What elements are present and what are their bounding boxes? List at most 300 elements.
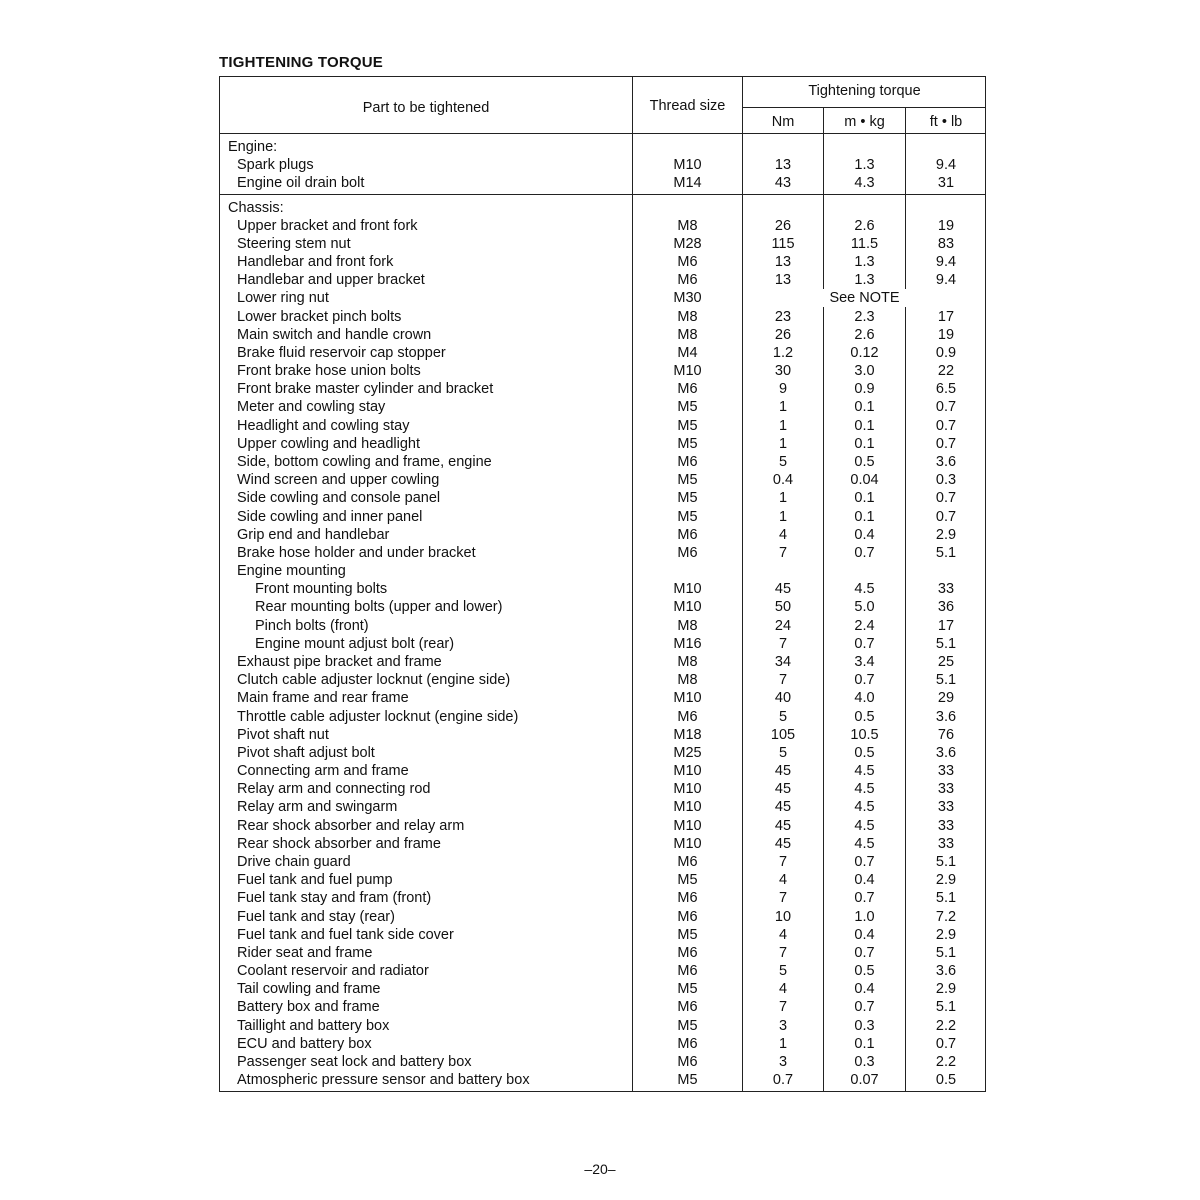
torque-ftlb: 5.1 — [935, 672, 957, 689]
thread-size: M5 — [677, 435, 698, 452]
torque-mkg: 4.0 — [854, 690, 875, 707]
thread-size: M5 — [677, 490, 698, 507]
thread-size: M14 — [673, 174, 702, 191]
part-name: Handlebar and front fork — [237, 254, 394, 271]
table-row — [220, 235, 987, 253]
divider — [220, 133, 986, 134]
part-name: Throttle cable adjuster locknut (engine side) — [237, 708, 519, 725]
torque-mkg: 3.4 — [854, 654, 875, 670]
table-row — [220, 744, 987, 762]
table-row — [220, 780, 987, 798]
torque-mkg: 0.5 — [854, 708, 875, 725]
thread-size: M6 — [677, 853, 698, 870]
torque-ftlb: 33 — [937, 817, 955, 834]
torque-mkg: 0.1 — [854, 417, 875, 434]
torque-ftlb: 0.7 — [935, 399, 957, 416]
torque-mkg: 4.5 — [854, 581, 875, 598]
torque-ftlb: 0.7 — [935, 508, 957, 525]
table-row — [220, 156, 987, 174]
table-row — [220, 1053, 987, 1071]
part-name: Taillight and battery box — [237, 1017, 390, 1034]
thread-size: M6 — [677, 272, 698, 289]
torque-mkg: 0.3 — [854, 1017, 875, 1034]
torque-mkg: 0.4 — [854, 926, 875, 943]
table-row — [220, 908, 987, 926]
torque-ftlb: 76 — [937, 726, 955, 743]
torque-mkg: 0.7 — [854, 853, 875, 870]
table-row — [220, 508, 987, 526]
torque-mkg: 0.7 — [854, 999, 875, 1016]
part-name: Brake hose holder and under bracket — [237, 544, 476, 561]
torque-mkg: 1.3 — [854, 156, 875, 173]
torque-ftlb: 5.1 — [935, 544, 957, 561]
thread-size: M6 — [677, 908, 698, 925]
header-part: Part to be tightened — [362, 100, 490, 116]
thread-size: M8 — [677, 308, 698, 325]
part-name: Front mounting bolts — [255, 581, 388, 598]
torque-ftlb: 9.4 — [935, 272, 957, 289]
thread-size: M10 — [673, 781, 702, 798]
thread-size: M8 — [677, 672, 698, 689]
torque-mkg: 0.5 — [854, 454, 875, 471]
torque-nm: 13 — [774, 272, 792, 289]
torque-mkg: 0.1 — [854, 435, 875, 452]
part-name: Drive chain guard — [237, 853, 351, 870]
torque-nm: 7 — [778, 635, 788, 652]
part-name: Atmospheric pressure sensor and battery box — [237, 1072, 530, 1089]
thread-size: M6 — [677, 381, 698, 398]
torque-mkg: 2.3 — [854, 308, 875, 325]
torque-ftlb: 83 — [937, 235, 955, 252]
part-name: Rear mounting bolts (upper and lower) — [255, 599, 503, 616]
torque-mkg: 0.9 — [854, 381, 875, 398]
thread-size: M5 — [677, 1017, 698, 1034]
part-name: Side cowling and console panel — [237, 490, 441, 507]
thread-size: M10 — [673, 817, 702, 834]
torque-nm: 5 — [778, 744, 788, 761]
torque-mkg: 0.7 — [854, 944, 875, 961]
torque-ftlb: 9.4 — [935, 156, 957, 173]
table-row — [220, 726, 987, 744]
torque-ftlb: 33 — [937, 835, 955, 852]
torque-ftlb: 36 — [937, 599, 955, 616]
part-name: Grip end and handlebar — [237, 526, 390, 543]
thread-size: M5 — [677, 508, 698, 525]
part-name: Fuel tank and fuel tank side cover — [237, 926, 454, 943]
torque-ftlb: 31 — [937, 174, 955, 191]
table-row — [220, 998, 987, 1016]
part-name: Upper bracket and front fork — [237, 217, 418, 234]
divider — [220, 194, 986, 195]
torque-ftlb: 0.7 — [935, 417, 957, 434]
section-heading: Engine: — [228, 138, 278, 155]
torque-mkg: 4.5 — [854, 835, 875, 852]
table-row — [220, 889, 987, 907]
thread-size: M6 — [677, 544, 698, 561]
part-name: Pinch bolts (front) — [255, 617, 369, 634]
torque-mkg: 1.0 — [854, 908, 875, 925]
table-row — [220, 653, 987, 671]
torque-nm: 45 — [774, 581, 792, 598]
header-ftlb: ft • lb — [929, 114, 963, 130]
table-row — [220, 1035, 987, 1053]
torque-mkg: 0.12 — [850, 344, 879, 361]
torque-mkg: 1.3 — [854, 272, 875, 289]
part-name: Rear shock absorber and relay arm — [237, 817, 465, 834]
torque-mkg: 0.1 — [854, 490, 875, 507]
part-name: Rider seat and frame — [237, 944, 373, 961]
part-name: Side, bottom cowling and frame, engine — [237, 454, 492, 471]
part-name: ECU and battery box — [237, 1035, 372, 1052]
part-name: Spark plugs — [237, 156, 314, 173]
part-name: Headlight and cowling stay — [237, 417, 410, 434]
torque-nm: 24 — [774, 617, 792, 634]
torque-mkg: 0.4 — [854, 872, 875, 889]
torque-mkg: 2.4 — [854, 617, 875, 634]
torque-ftlb: 2.9 — [935, 926, 957, 943]
torque-nm: 5 — [778, 708, 788, 725]
table-row — [220, 762, 987, 780]
section-heading-row — [220, 138, 987, 156]
header-thread: Thread size — [649, 98, 726, 114]
table-row — [220, 380, 987, 398]
torque-nm: 4 — [778, 526, 788, 543]
torque-mkg: 0.1 — [854, 1035, 875, 1052]
table-row — [220, 944, 987, 962]
thread-size: M6 — [677, 254, 698, 271]
thread-size: M4 — [677, 344, 698, 361]
torque-ftlb: 0.5 — [935, 1072, 957, 1089]
thread-size: M5 — [677, 417, 698, 434]
torque-ftlb: 5.1 — [935, 999, 957, 1016]
table-row — [220, 635, 987, 653]
torque-mkg: 0.1 — [854, 508, 875, 525]
torque-mkg: 11.5 — [850, 235, 879, 252]
torque-ftlb: 6.5 — [935, 381, 957, 398]
thread-size: M10 — [673, 835, 702, 852]
table-row — [220, 526, 987, 544]
torque-nm: 7 — [778, 944, 788, 961]
torque-ftlb: 19 — [937, 217, 955, 234]
part-name: Front brake master cylinder and bracket — [237, 381, 494, 398]
torque-nm: 4 — [778, 872, 788, 889]
torque-nm: 1 — [778, 1035, 788, 1052]
page-number: –20– — [584, 1161, 616, 1177]
torque-ftlb: 19 — [937, 326, 955, 343]
torque-nm: 45 — [774, 835, 792, 852]
torque-ftlb: 25 — [937, 654, 955, 670]
table-row — [220, 453, 987, 471]
thread-size: M5 — [677, 981, 698, 998]
torque-nm: 45 — [774, 799, 792, 816]
table-row — [220, 962, 987, 980]
torque-nm: 1 — [778, 490, 788, 507]
table-row — [220, 817, 987, 835]
torque-nm: 7 — [778, 672, 788, 689]
table-row — [220, 435, 987, 453]
torque-nm: 50 — [774, 599, 792, 616]
thread-size: M5 — [677, 926, 698, 943]
thread-size: M10 — [673, 690, 702, 707]
table-row — [220, 980, 987, 998]
table-row — [220, 926, 987, 944]
torque-mkg: 0.4 — [854, 526, 875, 543]
torque-nm: 45 — [774, 817, 792, 834]
torque-nm: 1 — [778, 435, 788, 452]
torque-ftlb: 0.7 — [935, 1035, 957, 1052]
torque-mkg: 4.3 — [854, 174, 875, 191]
torque-nm: 1 — [778, 399, 788, 416]
table-row — [220, 562, 987, 580]
table-row — [220, 217, 987, 235]
torque-ftlb: 3.6 — [935, 708, 957, 725]
part-name: Exhaust pipe bracket and frame — [237, 654, 442, 670]
torque-mkg: 0.1 — [854, 399, 875, 416]
part-name: Coolant reservoir and radiator — [237, 963, 429, 980]
torque-ftlb: 2.9 — [935, 872, 957, 889]
table-row — [220, 271, 987, 289]
thread-size: M10 — [673, 599, 702, 616]
table-row — [220, 871, 987, 889]
torque-mkg: 0.07 — [850, 1072, 879, 1089]
torque-ftlb: 2.9 — [935, 526, 957, 543]
table-row — [220, 853, 987, 871]
thread-size: M5 — [677, 399, 698, 416]
part-name: Relay arm and connecting rod — [237, 781, 431, 798]
header-mkg: m • kg — [844, 114, 885, 130]
table-row — [220, 544, 987, 562]
torque-mkg: 0.7 — [854, 635, 875, 652]
torque-nm: 0.7 — [772, 1072, 794, 1089]
torque-ftlb: 0.7 — [935, 490, 957, 507]
part-name: Fuel tank and fuel pump — [237, 872, 393, 889]
torque-ftlb: 3.6 — [935, 454, 957, 471]
table-row — [220, 344, 987, 362]
part-name: Lower bracket pinch bolts — [237, 308, 402, 325]
torque-ftlb: 2.2 — [935, 1053, 957, 1070]
part-name: Tail cowling and frame — [237, 981, 381, 998]
table-row — [220, 1071, 987, 1089]
thread-size: M8 — [677, 654, 698, 670]
table-row — [220, 708, 987, 726]
torque-nm: 1 — [778, 508, 788, 525]
torque-nm: 7 — [778, 853, 788, 870]
thread-size: M6 — [677, 526, 698, 543]
torque-ftlb: 0.9 — [935, 344, 957, 361]
part-name: Connecting arm and frame — [237, 763, 409, 780]
torque-ftlb: 2.9 — [935, 981, 957, 998]
table-row — [220, 689, 987, 707]
thread-size: M6 — [677, 1053, 698, 1070]
torque-mkg: 0.3 — [854, 1053, 875, 1070]
torque-ftlb: 9.4 — [935, 254, 957, 271]
torque-mkg: 1.3 — [854, 254, 875, 271]
thread-size: M16 — [673, 635, 702, 652]
torque-mkg: 0.7 — [854, 890, 875, 907]
thread-size: M6 — [677, 999, 698, 1016]
torque-ftlb: 33 — [937, 581, 955, 598]
thread-size: M28 — [673, 235, 702, 252]
part-name: Engine oil drain bolt — [237, 174, 365, 191]
torque-nm: 13 — [774, 254, 792, 271]
torque-nm: 45 — [774, 763, 792, 780]
section-heading-row — [220, 199, 987, 217]
thread-size: M5 — [677, 472, 698, 489]
part-name: Steering stem nut — [237, 235, 351, 252]
torque-ftlb: 2.2 — [935, 1017, 957, 1034]
table-row — [220, 835, 987, 853]
page-title: TIGHTENING TORQUE — [219, 54, 383, 71]
torque-nm: 7 — [778, 544, 788, 561]
torque-nm: 9 — [778, 381, 788, 398]
torque-mkg: 5.0 — [854, 599, 875, 616]
table-row — [220, 326, 987, 344]
torque-nm: 5 — [778, 454, 788, 471]
table-row — [220, 580, 987, 598]
torque-ftlb: 29 — [937, 690, 955, 707]
torque-nm: 23 — [774, 308, 792, 325]
torque-nm: 105 — [770, 726, 796, 743]
part-name: Front brake hose union bolts — [237, 363, 421, 380]
part-name: Main frame and rear frame — [237, 690, 409, 707]
table-row — [220, 362, 987, 380]
torque-nm: 0.4 — [772, 472, 794, 489]
part-name: Main switch and handle crown — [237, 326, 432, 343]
thread-size: M10 — [673, 363, 702, 380]
thread-size: M6 — [677, 454, 698, 471]
torque-nm: 4 — [778, 926, 788, 943]
torque-mkg: 4.5 — [854, 781, 875, 798]
thread-size: M10 — [673, 581, 702, 598]
part-name: Relay arm and swingarm — [237, 799, 398, 816]
torque-nm: 26 — [774, 326, 792, 343]
torque-ftlb: 17 — [937, 308, 955, 325]
torque-ftlb: 17 — [937, 617, 955, 634]
table-row — [220, 253, 987, 271]
torque-nm: 3 — [778, 1053, 788, 1070]
divider — [742, 107, 986, 108]
torque-ftlb: 5.1 — [935, 853, 957, 870]
torque-nm: 43 — [774, 174, 792, 191]
table-row — [220, 671, 987, 689]
thread-size: M6 — [677, 890, 698, 907]
torque-nm: 4 — [778, 981, 788, 998]
torque-nm: 26 — [774, 217, 792, 234]
thread-size: M10 — [673, 763, 702, 780]
part-name: Rear shock absorber and frame — [237, 835, 441, 852]
torque-nm: 5 — [778, 963, 788, 980]
part-name: Fuel tank and stay (rear) — [237, 908, 395, 925]
torque-ftlb: 7.2 — [935, 908, 957, 925]
torque-mkg: 2.6 — [854, 326, 875, 343]
torque-mkg: 4.5 — [854, 817, 875, 834]
thread-size: M10 — [673, 799, 702, 816]
part-name: Side cowling and inner panel — [237, 508, 423, 525]
part-name: Wind screen and upper cowling — [237, 472, 440, 489]
torque-mkg: 4.5 — [854, 763, 875, 780]
torque-nm: 3 — [778, 1017, 788, 1034]
part-name: Meter and cowling stay — [237, 399, 386, 416]
torque-mkg: 0.7 — [854, 544, 875, 561]
torque-mkg: 4.5 — [854, 799, 875, 816]
torque-mkg: 3.0 — [854, 363, 875, 380]
thread-size: M8 — [677, 217, 698, 234]
torque-mkg: 10.5 — [850, 726, 879, 743]
torque-ftlb: 5.1 — [935, 635, 957, 652]
part-name: Handlebar and upper bracket — [237, 272, 425, 289]
torque-nm: 7 — [778, 999, 788, 1016]
torque-ftlb: 5.1 — [935, 890, 957, 907]
torque-mkg: 0.5 — [854, 963, 875, 980]
thread-size: M6 — [677, 944, 698, 961]
torque-ftlb: 3.6 — [935, 744, 957, 761]
torque-ftlb: 22 — [937, 363, 955, 380]
torque-ftlb: 33 — [937, 799, 955, 816]
part-name: Battery box and frame — [237, 999, 380, 1016]
part-name: Lower ring nut — [237, 290, 329, 307]
torque-nm: 7 — [778, 890, 788, 907]
torque-ftlb: 0.3 — [935, 472, 957, 489]
part-name: Engine mounting — [237, 563, 346, 580]
table-row — [220, 1017, 987, 1035]
part-name: Brake fluid reservoir cap stopper — [237, 344, 446, 361]
table-row — [220, 617, 987, 635]
torque-ftlb: 0.7 — [935, 435, 957, 452]
thread-size: M25 — [673, 744, 702, 761]
torque-nm: 34 — [774, 654, 792, 670]
table-row — [220, 398, 987, 416]
table-row — [220, 289, 987, 307]
torque-nm: 1.2 — [772, 344, 794, 361]
torque-nm: 1 — [778, 417, 788, 434]
part-name: Pivot shaft adjust bolt — [237, 744, 375, 761]
part-name: Pivot shaft nut — [237, 726, 329, 743]
table-row — [220, 308, 987, 326]
part-name: Passenger seat lock and battery box — [237, 1053, 472, 1070]
table-row — [220, 174, 987, 192]
thread-size: M8 — [677, 617, 698, 634]
table-row — [220, 598, 987, 616]
part-name: Engine mount adjust bolt (rear) — [255, 635, 455, 652]
table-row — [220, 489, 987, 507]
part-name: Clutch cable adjuster locknut (engine side) — [237, 672, 511, 689]
thread-size: M5 — [677, 1072, 698, 1089]
torque-mkg: 0.4 — [854, 981, 875, 998]
part-name: Fuel tank stay and fram (front) — [237, 890, 432, 907]
thread-size: M6 — [677, 708, 698, 725]
header-torque: Tightening torque — [808, 83, 921, 99]
torque-table — [219, 76, 986, 1092]
table-row — [220, 417, 987, 435]
torque-nm: 40 — [774, 690, 792, 707]
torque-nm: 115 — [771, 235, 795, 252]
section-heading: Chassis: — [228, 199, 284, 216]
table-row — [220, 471, 987, 489]
thread-size: M6 — [677, 963, 698, 980]
thread-size: M18 — [673, 726, 702, 743]
torque-mkg: 2.6 — [854, 217, 875, 234]
torque-nm: 45 — [774, 781, 792, 798]
torque-nm: 13 — [774, 156, 792, 173]
part-name: Upper cowling and headlight — [237, 435, 420, 452]
torque-mkg: 0.04 — [850, 472, 879, 489]
torque-mkg: 0.5 — [854, 744, 875, 761]
torque-nm: 10 — [774, 908, 792, 925]
thread-size: M30 — [673, 290, 702, 307]
thread-size: M6 — [677, 1035, 698, 1052]
header-nm: Nm — [771, 114, 795, 130]
torque-ftlb: 33 — [937, 781, 955, 798]
